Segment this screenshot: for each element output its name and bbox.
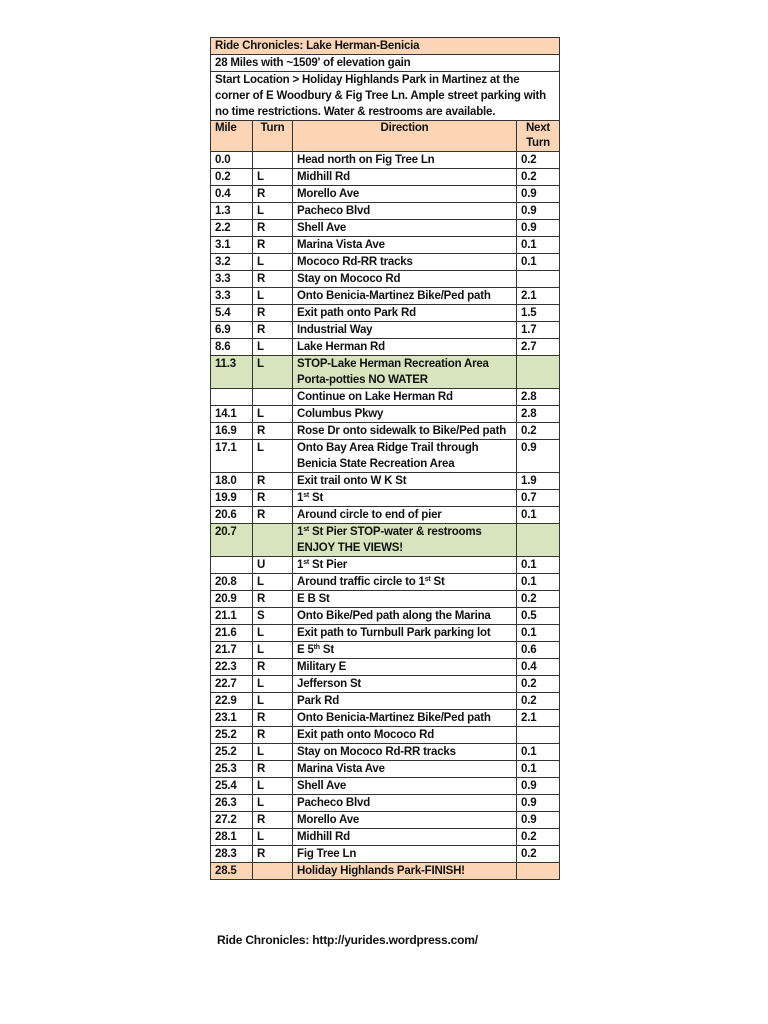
- next-turn-cell: 0.2: [517, 846, 560, 863]
- cue-row: [211, 339, 560, 356]
- next-turn-cell: 1.7: [517, 322, 560, 339]
- cue-row: [211, 795, 560, 812]
- cue-row: [211, 829, 560, 846]
- ordinal-suffix: st: [424, 576, 431, 583]
- next-turn-cell: 0.4: [517, 659, 560, 676]
- turn-cell: L: [253, 693, 293, 710]
- cue-row: [211, 389, 560, 406]
- turn-cell: R: [253, 761, 293, 778]
- col-next-header: Next Turn: [517, 121, 560, 152]
- direction-cell: E 5th St: [293, 642, 517, 659]
- cue-sheet-table: [210, 37, 560, 880]
- next-turn-cell: 0.2: [517, 693, 560, 710]
- cue-row: [211, 608, 560, 625]
- col-mile-header: Mile: [211, 121, 253, 152]
- direction-cell: 1st St: [293, 490, 517, 507]
- mile-cell: 22.9: [211, 693, 253, 710]
- mile-cell: 0.0: [211, 152, 253, 169]
- direction-cell: Industrial Way: [293, 322, 517, 339]
- direction-cell: Holiday Highlands Park-FINISH!: [293, 863, 517, 880]
- next-turn-cell: 0.2: [517, 829, 560, 846]
- next-turn-cell: [517, 863, 560, 880]
- direction-cell: Park Rd: [293, 693, 517, 710]
- next-turn-cell: 0.1: [517, 574, 560, 591]
- next-turn-cell: 0.6: [517, 642, 560, 659]
- mile-cell: 25.4: [211, 778, 253, 795]
- direction-cell: Morello Ave: [293, 812, 517, 829]
- col-turn-header: Turn: [253, 121, 293, 152]
- mile-cell: 1.3: [211, 203, 253, 220]
- cue-row: [211, 557, 560, 574]
- next-turn-cell: 1.5: [517, 305, 560, 322]
- cue-row: [211, 846, 560, 863]
- mile-cell: [211, 389, 253, 406]
- turn-cell: L: [253, 676, 293, 693]
- direction-cell: Exit path onto Park Rd: [293, 305, 517, 322]
- turn-cell: L: [253, 288, 293, 305]
- next-turn-cell: 0.9: [517, 186, 560, 203]
- finish-row: [211, 863, 560, 880]
- mile-cell: 3.3: [211, 288, 253, 305]
- turn-cell: R: [253, 271, 293, 288]
- direction-cell: E B St: [293, 591, 517, 608]
- cue-row: [211, 507, 560, 524]
- mile-cell: 16.9: [211, 423, 253, 440]
- cue-row: [211, 744, 560, 761]
- mile-cell: 21.1: [211, 608, 253, 625]
- turn-cell: L: [253, 406, 293, 423]
- mile-cell: 5.4: [211, 305, 253, 322]
- mile-cell: 6.9: [211, 322, 253, 339]
- ordinal-suffix: st: [303, 492, 310, 499]
- ordinal-suffix: st: [303, 559, 310, 566]
- next-turn-cell: 2.8: [517, 389, 560, 406]
- direction-cell: Exit path onto Mococo Rd: [293, 727, 517, 744]
- column-header-row: [211, 121, 560, 152]
- mile-cell: 22.7: [211, 676, 253, 693]
- cue-row: [211, 727, 560, 744]
- turn-cell: [253, 152, 293, 169]
- next-turn-cell: 0.9: [517, 778, 560, 795]
- turn-cell: U: [253, 557, 293, 574]
- next-turn-cell: 0.1: [517, 625, 560, 642]
- cue-row: [211, 186, 560, 203]
- turn-cell: R: [253, 237, 293, 254]
- ordinal-suffix: th: [313, 644, 320, 651]
- turn-cell: L: [253, 203, 293, 220]
- mile-cell: [211, 557, 253, 574]
- cue-row: [211, 490, 560, 507]
- direction-cell: 1st St Pier STOP-water & restrooms ENJOY THE VIEWS!: [293, 524, 517, 557]
- turn-cell: R: [253, 812, 293, 829]
- next-turn-cell: 0.9: [517, 220, 560, 237]
- direction-cell: Morello Ave: [293, 186, 517, 203]
- direction-cell: 1st St Pier: [293, 557, 517, 574]
- turn-cell: L: [253, 744, 293, 761]
- turn-cell: R: [253, 490, 293, 507]
- direction-cell: Marina Vista Ave: [293, 237, 517, 254]
- mile-cell: 27.2: [211, 812, 253, 829]
- cue-row: [211, 254, 560, 271]
- direction-cell: Pacheco Blvd: [293, 795, 517, 812]
- direction-cell: Stay on Mococo Rd: [293, 271, 517, 288]
- mile-cell: 26.3: [211, 795, 253, 812]
- direction-cell: Midhill Rd: [293, 169, 517, 186]
- direction-cell: Jefferson St: [293, 676, 517, 693]
- next-turn-cell: 0.2: [517, 152, 560, 169]
- turn-cell: [253, 863, 293, 880]
- turn-cell: R: [253, 305, 293, 322]
- next-turn-cell: 0.1: [517, 744, 560, 761]
- cue-row: [211, 322, 560, 339]
- direction-cell: Onto Benicia-Martinez Bike/Ped path: [293, 710, 517, 727]
- next-turn-cell: [517, 524, 560, 557]
- turn-cell: R: [253, 727, 293, 744]
- start-location: Start Location > Holiday Highlands Park in Martinez at the corner of E Woodbury & Fig Tree Ln. Ample street parking with no time restrictions. Water & restrooms are available.: [211, 72, 560, 121]
- mile-cell: 28.1: [211, 829, 253, 846]
- next-turn-cell: 1.9: [517, 473, 560, 490]
- next-turn-cell: 2.1: [517, 288, 560, 305]
- cue-row: [211, 152, 560, 169]
- turn-cell: L: [253, 795, 293, 812]
- direction-cell: STOP-Lake Herman Recreation Area Porta-potties NO WATER: [293, 356, 517, 389]
- cue-row: [211, 237, 560, 254]
- mile-cell: 19.9: [211, 490, 253, 507]
- next-turn-cell: 0.2: [517, 423, 560, 440]
- title-row: [211, 38, 560, 55]
- mile-cell: 25.3: [211, 761, 253, 778]
- start-row: [211, 72, 560, 121]
- cue-row: [211, 591, 560, 608]
- next-turn-cell: [517, 356, 560, 389]
- cue-row: [211, 778, 560, 795]
- mile-cell: 23.1: [211, 710, 253, 727]
- mile-cell: 21.6: [211, 625, 253, 642]
- turn-cell: L: [253, 625, 293, 642]
- cue-row: [211, 574, 560, 591]
- turn-cell: L: [253, 356, 293, 389]
- direction-cell: Exit path to Turnbull Park parking lot: [293, 625, 517, 642]
- direction-cell: Onto Bike/Ped path along the Marina: [293, 608, 517, 625]
- direction-cell: Onto Benicia-Martinez Bike/Ped path: [293, 288, 517, 305]
- cue-row: [211, 693, 560, 710]
- direction-cell: Around circle to end of pier: [293, 507, 517, 524]
- next-turn-cell: 2.7: [517, 339, 560, 356]
- direction-cell: Exit trail onto W K St: [293, 473, 517, 490]
- next-turn-cell: 2.8: [517, 406, 560, 423]
- next-turn-cell: 2.1: [517, 710, 560, 727]
- cue-row: [211, 625, 560, 642]
- cue-row: [211, 169, 560, 186]
- mile-cell: 20.6: [211, 507, 253, 524]
- turn-cell: R: [253, 322, 293, 339]
- next-turn-cell: [517, 727, 560, 744]
- direction-cell: Rose Dr onto sidewalk to Bike/Ped path: [293, 423, 517, 440]
- turn-cell: R: [253, 220, 293, 237]
- cue-row: [211, 659, 560, 676]
- mile-cell: 8.6: [211, 339, 253, 356]
- turn-cell: R: [253, 507, 293, 524]
- cue-row: [211, 710, 560, 727]
- sheet-title: Ride Chronicles: Lake Herman-Benicia: [211, 38, 560, 55]
- next-turn-cell: [517, 271, 560, 288]
- direction-cell: Head north on Fig Tree Ln: [293, 152, 517, 169]
- turn-cell: R: [253, 659, 293, 676]
- mile-cell: 18.0: [211, 473, 253, 490]
- cue-row: [211, 473, 560, 490]
- turn-cell: L: [253, 829, 293, 846]
- next-turn-cell: 0.2: [517, 676, 560, 693]
- direction-cell: Mococo Rd-RR tracks: [293, 254, 517, 271]
- direction-cell: Around traffic circle to 1st St: [293, 574, 517, 591]
- mile-cell: 17.1: [211, 440, 253, 473]
- turn-cell: R: [253, 186, 293, 203]
- next-turn-cell: 0.9: [517, 812, 560, 829]
- direction-cell: Military E: [293, 659, 517, 676]
- mile-cell: 21.7: [211, 642, 253, 659]
- mile-cell: 20.8: [211, 574, 253, 591]
- turn-cell: L: [253, 440, 293, 473]
- direction-cell: Midhill Rd: [293, 829, 517, 846]
- mile-cell: 2.2: [211, 220, 253, 237]
- turn-cell: L: [253, 642, 293, 659]
- mile-cell: 28.3: [211, 846, 253, 863]
- mile-cell: 11.3: [211, 356, 253, 389]
- mile-cell: 20.7: [211, 524, 253, 557]
- stop-row: [211, 356, 560, 389]
- mile-cell: 0.4: [211, 186, 253, 203]
- next-turn-cell: 0.1: [517, 761, 560, 778]
- next-turn-cell: 0.5: [517, 608, 560, 625]
- mile-cell: 25.2: [211, 727, 253, 744]
- cue-row: [211, 203, 560, 220]
- turn-cell: L: [253, 778, 293, 795]
- turn-cell: S: [253, 608, 293, 625]
- mile-cell: 25.2: [211, 744, 253, 761]
- direction-cell: Marina Vista Ave: [293, 761, 517, 778]
- next-turn-cell: 0.7: [517, 490, 560, 507]
- mile-cell: 3.2: [211, 254, 253, 271]
- turn-cell: R: [253, 423, 293, 440]
- turn-cell: R: [253, 710, 293, 727]
- next-turn-cell: 0.1: [517, 237, 560, 254]
- direction-cell: Columbus Pkwy: [293, 406, 517, 423]
- stop-row: [211, 524, 560, 557]
- direction-cell: Shell Ave: [293, 778, 517, 795]
- turn-cell: [253, 524, 293, 557]
- turn-cell: L: [253, 169, 293, 186]
- direction-cell: Onto Bay Area Ridge Trail through Benicia State Recreation Area: [293, 440, 517, 473]
- mile-cell: 3.3: [211, 271, 253, 288]
- mile-cell: 14.1: [211, 406, 253, 423]
- direction-cell: Fig Tree Ln: [293, 846, 517, 863]
- cue-row: [211, 642, 560, 659]
- turn-cell: L: [253, 254, 293, 271]
- cue-row: [211, 271, 560, 288]
- next-turn-cell: 0.2: [517, 591, 560, 608]
- direction-cell: Shell Ave: [293, 220, 517, 237]
- cue-row: [211, 440, 560, 473]
- next-turn-cell: 0.9: [517, 440, 560, 473]
- summary-row: [211, 55, 560, 72]
- next-turn-cell: 0.1: [517, 254, 560, 271]
- mile-cell: 0.2: [211, 169, 253, 186]
- next-turn-cell: 0.2: [517, 169, 560, 186]
- cue-row: [211, 812, 560, 829]
- direction-cell: Lake Herman Rd: [293, 339, 517, 356]
- turn-cell: L: [253, 339, 293, 356]
- mile-cell: 20.9: [211, 591, 253, 608]
- cue-row: [211, 406, 560, 423]
- turn-cell: [253, 389, 293, 406]
- cue-row: [211, 288, 560, 305]
- col-direction-header: Direction: [293, 121, 517, 152]
- ride-summary: 28 Miles with ~1509' of elevation gain: [211, 55, 560, 72]
- footer-credit: Ride Chronicles: http://yurides.wordpress.com/: [217, 933, 478, 947]
- mile-cell: 22.3: [211, 659, 253, 676]
- next-turn-cell: 0.1: [517, 507, 560, 524]
- mile-cell: 28.5: [211, 863, 253, 880]
- direction-cell: Pacheco Blvd: [293, 203, 517, 220]
- next-turn-cell: 0.1: [517, 557, 560, 574]
- turn-cell: L: [253, 574, 293, 591]
- direction-cell: Continue on Lake Herman Rd: [293, 389, 517, 406]
- turn-cell: R: [253, 473, 293, 490]
- cue-row: [211, 676, 560, 693]
- cue-row: [211, 220, 560, 237]
- cue-row: [211, 305, 560, 322]
- cue-row: [211, 423, 560, 440]
- turn-cell: R: [253, 846, 293, 863]
- ordinal-suffix: st: [303, 526, 310, 533]
- cue-row: [211, 761, 560, 778]
- mile-cell: 3.1: [211, 237, 253, 254]
- next-turn-cell: 0.9: [517, 795, 560, 812]
- direction-cell: Stay on Mococo Rd-RR tracks: [293, 744, 517, 761]
- turn-cell: R: [253, 591, 293, 608]
- next-turn-cell: 0.9: [517, 203, 560, 220]
